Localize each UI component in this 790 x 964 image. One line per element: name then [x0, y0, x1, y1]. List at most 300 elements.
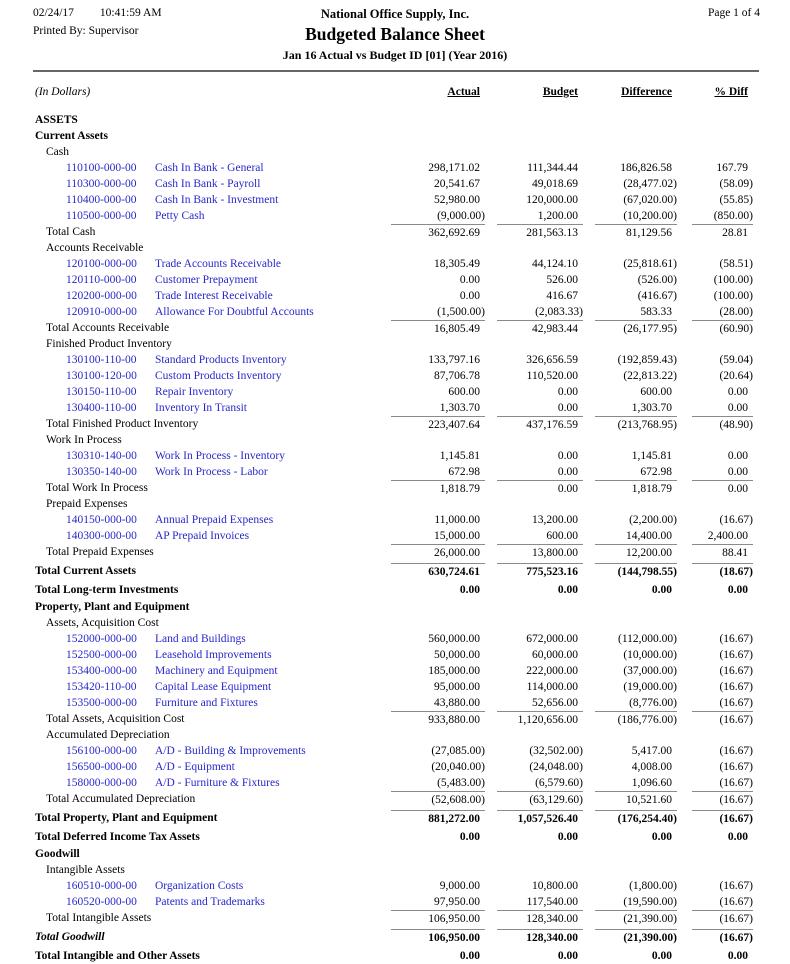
column-header-pct-diff: % Diff: [714, 86, 748, 98]
difference-value: 583.33: [640, 306, 672, 318]
account-row: [0, 695, 790, 711]
budget-value: (32,502.00): [529, 745, 583, 757]
actual-value: 0.00: [459, 274, 480, 286]
budget-value: 0.00: [557, 450, 578, 462]
difference-value: (176,254.40): [595, 810, 677, 826]
budget-value: 416.67: [546, 290, 578, 302]
budget-value: 13,800.00: [497, 544, 583, 560]
section-header-row: [0, 727, 790, 743]
budget-value: 526.00: [546, 274, 578, 286]
actual-value: 43,880.00: [434, 697, 480, 709]
total-row: [0, 791, 790, 807]
difference-value: 0.00: [651, 950, 672, 962]
budget-value: 0.00: [557, 466, 578, 478]
pct-diff-value: (16.67): [692, 929, 753, 945]
budget-value: 10,800.00: [532, 880, 578, 892]
actual-value: 11,000.00: [434, 514, 480, 526]
actual-value: 0.00: [459, 584, 480, 596]
print-info: [33, 7, 162, 37]
pct-diff-value: (16.67): [719, 665, 753, 677]
account-code-link[interactable]: 140150-000-00: [66, 514, 137, 526]
row-label: Total Prepaid Expenses: [46, 546, 154, 558]
actual-value: 672.98: [448, 466, 480, 478]
pct-diff-value: (28.00): [719, 306, 753, 318]
account-code-link[interactable]: 130100-120-00: [66, 370, 137, 382]
difference-value: (21,390.00): [595, 910, 677, 926]
account-description-link[interactable]: Organization Costs: [155, 880, 244, 892]
budget-value: 1,200.00: [537, 210, 578, 222]
difference-value: 1,818.79: [595, 480, 677, 496]
difference-value: (10,200.00): [623, 210, 677, 222]
row-label: Total Assets, Acquisition Cost: [46, 713, 185, 725]
account-code-link[interactable]: 130150-110-00: [66, 386, 137, 398]
actual-value: 18,305.49: [434, 258, 480, 270]
difference-value: 12,200.00: [595, 544, 677, 560]
account-description-link[interactable]: A/D - Equipment: [155, 761, 235, 773]
account-row: [0, 512, 790, 528]
account-row: [0, 400, 790, 416]
row-label: Finished Product Inventory: [46, 338, 172, 350]
account-code-link[interactable]: 110100-000-00: [66, 162, 137, 174]
account-code-link[interactable]: 130100-110-00: [66, 354, 137, 366]
pct-diff-value: (16.67): [719, 777, 753, 789]
section-header-row: [0, 599, 790, 615]
account-row: [0, 759, 790, 775]
account-description-link[interactable]: Machinery and Equipment: [155, 665, 278, 677]
actual-value: 1,145.81: [439, 450, 480, 462]
actual-value: 106,950.00: [391, 910, 485, 926]
actual-value: 600.00: [448, 386, 480, 398]
pct-diff-value: 0.00: [727, 386, 748, 398]
row-label: Cash: [46, 146, 69, 158]
row-label: Total Deferred Income Tax Assets: [35, 831, 200, 843]
difference-value: 10,521.60: [595, 791, 677, 807]
actual-value: 1,818.79: [391, 480, 485, 496]
account-description-link[interactable]: AP Prepaid Invoices: [155, 530, 250, 542]
pct-diff-value: 0.00: [727, 831, 748, 843]
actual-value: (5,483.00): [437, 777, 485, 789]
actual-value: 560,000.00: [428, 633, 480, 645]
difference-value: (37,000.00): [623, 665, 677, 677]
row-label: Accumulated Depreciation: [46, 729, 170, 741]
budget-value: 775,523.16: [497, 563, 583, 579]
printed-by: Printed By: Supervisor: [33, 25, 139, 37]
pct-diff-value: (100.00): [713, 290, 753, 302]
header-rule: [33, 70, 759, 72]
account-description-link[interactable]: Petty Cash: [155, 210, 205, 222]
actual-value: 52,980.00: [434, 194, 480, 206]
report-time: 10:41:59 AM: [99, 7, 162, 19]
account-code-link[interactable]: 153420-110-00: [66, 681, 137, 693]
account-row: [0, 160, 790, 176]
account-description-link[interactable]: Trade Accounts Receivable: [155, 258, 282, 270]
pct-diff-value: 0.00: [692, 480, 753, 496]
account-code-link[interactable]: 120910-000-00: [66, 306, 137, 318]
actual-value: 26,000.00: [391, 544, 485, 560]
actual-value: (9,000.00): [437, 210, 485, 222]
pct-diff-value: 0.00: [727, 950, 748, 962]
report-subtitle: Jan 16 Actual vs Budget ID [01] (Year 2016): [282, 48, 508, 62]
actual-value: 9,000.00: [439, 880, 480, 892]
pct-diff-value: (16.67): [692, 910, 753, 926]
row-label: Current Assets: [35, 130, 108, 142]
actual-value: 185,000.00: [428, 665, 480, 677]
actual-value: 87,706.78: [434, 370, 480, 382]
section-header-row: [0, 496, 790, 512]
section-header-row: [0, 128, 790, 144]
total-row: [0, 910, 790, 926]
row-label: Property, Plant and Equipment: [35, 601, 190, 613]
row-label: Total Current Assets: [35, 565, 136, 577]
total-row: [0, 948, 790, 964]
account-description-link[interactable]: Leasehold Improvements: [155, 649, 272, 661]
actual-value: 97,950.00: [434, 896, 480, 908]
account-code-link[interactable]: 140300-000-00: [66, 530, 137, 542]
difference-value: (67,020.00): [623, 194, 677, 206]
budget-value: 1,120,656.00: [497, 711, 583, 727]
budget-value: 1,057,526.40: [497, 810, 583, 826]
actual-value: (1,500.00): [437, 306, 485, 318]
pct-diff-value: (16.67): [719, 745, 753, 757]
total-row: [0, 224, 790, 240]
account-code-link[interactable]: 156100-000-00: [66, 745, 137, 757]
account-description-link[interactable]: Capital Lease Equipment: [155, 681, 272, 693]
row-label: Accounts Receivable: [46, 242, 144, 254]
budget-value: 326,656.59: [526, 354, 578, 366]
total-row: [0, 320, 790, 336]
report-title: Budgeted Balance Sheet: [305, 24, 485, 44]
report-body: [0, 112, 790, 964]
account-row: [0, 208, 790, 224]
account-description-link[interactable]: Cash In Bank - Payroll: [155, 178, 261, 190]
account-description-link[interactable]: Allowance For Doubtful Accounts: [155, 306, 314, 318]
account-description-link[interactable]: Custom Products Inventory: [155, 370, 282, 382]
actual-value: 630,724.61: [391, 563, 485, 579]
difference-value: (192,859.43): [617, 354, 677, 366]
section-header-row: [0, 144, 790, 160]
budget-value: 281,563.13: [497, 224, 583, 240]
row-label: Goodwill: [35, 848, 80, 860]
account-description-link[interactable]: Trade Interest Receivable: [155, 290, 273, 302]
pct-diff-value: 0.00: [727, 402, 748, 414]
difference-value: (25,818.61): [623, 258, 677, 270]
account-description-link[interactable]: A/D - Building & Improvements: [155, 745, 306, 757]
difference-value: (213,768.95): [595, 416, 677, 432]
row-label: Total Intangible and Other Assets: [35, 950, 200, 962]
row-label: Total Accounts Receivable: [46, 322, 170, 334]
budget-value: 0.00: [497, 480, 583, 496]
row-label: Total Property, Plant and Equipment: [35, 812, 218, 824]
account-code-link[interactable]: 110400-000-00: [66, 194, 137, 206]
difference-value: (28,477.02): [623, 178, 677, 190]
account-row: [0, 663, 790, 679]
difference-value: 0.00: [651, 584, 672, 596]
row-label: Total Long-term Investments: [35, 584, 179, 596]
difference-value: (2,200.00): [629, 514, 677, 526]
difference-value: (416.67): [637, 290, 677, 302]
actual-value: 362,692.69: [391, 224, 485, 240]
pct-diff-value: (58.51): [719, 258, 753, 270]
pct-diff-value: (16.67): [719, 761, 753, 773]
row-label: ASSETS: [35, 114, 78, 126]
account-code-link[interactable]: 120200-000-00: [66, 290, 137, 302]
difference-value: 81,129.56: [595, 224, 677, 240]
account-code-link[interactable]: 110300-000-00: [66, 178, 137, 190]
budget-value: (6,579.60): [535, 777, 583, 789]
account-code-link[interactable]: 130310-140-00: [66, 450, 137, 462]
budget-value: 222,000.00: [526, 665, 578, 677]
account-row: [0, 304, 790, 320]
difference-value: (19,000.00): [623, 681, 677, 693]
total-row: [0, 582, 790, 598]
row-label: Total Work In Process: [46, 482, 148, 494]
account-description-link[interactable]: Cash In Bank - Investment: [155, 194, 279, 206]
actual-value: 223,407.64: [391, 416, 485, 432]
actual-value: 16,805.49: [391, 320, 485, 336]
account-row: [0, 528, 790, 544]
difference-value: 4,008.00: [631, 761, 672, 773]
difference-value: (19,590.00): [623, 896, 677, 908]
column-header-budget: Budget: [542, 86, 578, 98]
section-header-row: [0, 432, 790, 448]
row-label: Total Accumulated Depreciation: [46, 793, 196, 805]
pct-diff-value: (18.67): [692, 563, 753, 579]
pct-diff-value: (55.85): [719, 194, 753, 206]
section-header-row: [0, 336, 790, 352]
units-label: (In Dollars): [35, 86, 91, 98]
account-code-link[interactable]: 130400-110-00: [66, 402, 137, 414]
account-row: [0, 878, 790, 894]
actual-value: (20,040.00): [431, 761, 485, 773]
account-description-link[interactable]: Work In Process - Inventory: [155, 450, 286, 462]
pct-diff-value: (16.67): [719, 514, 753, 526]
difference-value: (112,000.00): [618, 633, 677, 645]
pct-diff-value: (16.67): [692, 810, 753, 826]
row-label: Intangible Assets: [46, 864, 125, 876]
row-label: Total Finished Product Inventory: [46, 418, 199, 430]
pct-diff-value: 0.00: [727, 584, 748, 596]
budget-value: 0.00: [557, 831, 578, 843]
difference-value: (1,800.00): [629, 880, 677, 892]
account-code-link[interactable]: 153400-000-00: [66, 665, 137, 677]
difference-value: (186,776.00): [595, 711, 677, 727]
budget-value: 114,000.00: [526, 681, 578, 693]
account-description-link[interactable]: Cash In Bank - General: [155, 162, 264, 174]
account-row: [0, 464, 790, 480]
row-label: Total Goodwill: [35, 931, 105, 943]
actual-value: 0.00: [459, 831, 480, 843]
budget-value: (63,129.60): [497, 791, 583, 807]
pct-diff-value: 2,400.00: [707, 530, 748, 542]
actual-value: 881,272.00: [391, 810, 485, 826]
budget-value: 49,018.69: [532, 178, 578, 190]
report-date: 02/24/17: [33, 7, 74, 19]
actual-value: 50,000.00: [434, 649, 480, 661]
budget-value: 0.00: [557, 386, 578, 398]
account-code-link[interactable]: 152500-000-00: [66, 649, 137, 661]
account-row: [0, 272, 790, 288]
section-header-row: [0, 112, 790, 128]
pct-diff-value: (16.67): [719, 896, 753, 908]
section-header-row: [0, 615, 790, 631]
account-row: [0, 448, 790, 464]
account-row: [0, 368, 790, 384]
difference-value: 1,096.60: [631, 777, 672, 789]
pct-diff-value: (100.00): [713, 274, 753, 286]
difference-value: 5,417.00: [631, 745, 672, 757]
actual-value: 15,000.00: [434, 530, 480, 542]
budget-value: 0.00: [557, 950, 578, 962]
pct-diff-value: (16.67): [719, 880, 753, 892]
difference-value: (526.00): [637, 274, 677, 286]
account-description-link[interactable]: A/D - Furniture & Fixtures: [155, 777, 280, 789]
section-header-row: [0, 240, 790, 256]
budget-value: 111,344.44: [527, 162, 578, 174]
actual-value: (27,085.00): [431, 745, 485, 757]
account-description-link[interactable]: Furniture and Fixtures: [155, 697, 258, 709]
total-row: [0, 416, 790, 432]
budget-value: 60,000.00: [532, 649, 578, 661]
pct-diff-value: (20.64): [719, 370, 753, 382]
pct-diff-value: (58.09): [719, 178, 753, 190]
budget-value: 42,983.44: [497, 320, 583, 336]
budget-value: 0.00: [557, 402, 578, 414]
difference-value: (10,000.00): [623, 649, 677, 661]
pct-diff-value: (850.00): [713, 210, 753, 222]
budget-value: (24,048.00): [529, 761, 583, 773]
pct-diff-value: (60.90): [692, 320, 753, 336]
pct-diff-value: (16.67): [719, 649, 753, 661]
account-row: [0, 192, 790, 208]
account-code-link[interactable]: 160520-000-00: [66, 896, 137, 908]
company-name: National Office Supply, Inc.: [320, 7, 470, 21]
budget-value: 44,124.10: [532, 258, 578, 270]
pct-diff-value: 88.41: [692, 544, 753, 560]
account-row: [0, 679, 790, 695]
page-indicator: Page 1 of 4: [707, 7, 760, 19]
account-row: [0, 176, 790, 192]
difference-value: 1,145.81: [631, 450, 672, 462]
row-label: Assets, Acquisition Cost: [46, 617, 159, 629]
account-code-link[interactable]: 152000-000-00: [66, 633, 137, 645]
report-header: [0, 0, 790, 63]
budget-value: 120,000.00: [526, 194, 578, 206]
difference-value: 672.98: [640, 466, 672, 478]
account-description-link[interactable]: Repair Inventory: [155, 386, 234, 398]
account-code-link[interactable]: 158000-000-00: [66, 777, 137, 789]
total-row: [0, 563, 790, 579]
actual-value: 0.00: [459, 290, 480, 302]
account-description-link[interactable]: Patents and Trademarks: [155, 896, 265, 908]
pct-diff-value: (16.67): [719, 633, 753, 645]
account-row: [0, 352, 790, 368]
account-row: [0, 256, 790, 272]
actual-value: 133,797.16: [428, 354, 480, 366]
budget-value: 437,176.59: [497, 416, 583, 432]
account-row: [0, 743, 790, 759]
pct-diff-value: 0.00: [727, 466, 748, 478]
actual-value: 298,171.02: [428, 162, 480, 174]
difference-value: 0.00: [651, 831, 672, 843]
budget-value: 52,656.00: [532, 697, 578, 709]
difference-value: (26,177.95): [595, 320, 677, 336]
column-header-actual: Actual: [447, 86, 480, 98]
actual-value: 95,000.00: [434, 681, 480, 693]
total-row: [0, 810, 790, 826]
actual-value: 1,303.70: [439, 402, 480, 414]
row-label: Prepaid Expenses: [46, 498, 128, 510]
account-description-link[interactable]: Inventory In Transit: [155, 402, 247, 414]
total-row: [0, 480, 790, 496]
budget-value: 128,340.00: [497, 929, 583, 945]
account-description-link[interactable]: Work In Process - Labor: [155, 466, 268, 478]
difference-value: (8,776.00): [629, 697, 677, 709]
row-label: Work In Process: [46, 434, 122, 446]
account-code-link[interactable]: 156500-000-00: [66, 761, 137, 773]
account-row: [0, 288, 790, 304]
budget-value: 117,540.00: [526, 896, 578, 908]
budget-value: 672,000.00: [526, 633, 578, 645]
account-code-link[interactable]: 153500-000-00: [66, 697, 137, 709]
account-description-link[interactable]: Annual Prepaid Expenses: [155, 514, 274, 526]
budget-value: 13,200.00: [532, 514, 578, 526]
pct-diff-value: 28.81: [692, 224, 753, 240]
section-header-row: [0, 862, 790, 878]
column-header-difference: Difference: [621, 86, 672, 98]
pct-diff-value: 167.79: [716, 162, 748, 174]
column-header-row: [0, 84, 790, 100]
total-row: [0, 711, 790, 727]
section-header-row: [0, 846, 790, 862]
account-description-link[interactable]: Land and Buildings: [155, 633, 246, 645]
budget-value: (2,083.33): [535, 306, 583, 318]
actual-value: 0.00: [459, 950, 480, 962]
actual-value: (52,608.00): [391, 791, 485, 807]
account-code-link[interactable]: 110500-000-00: [66, 210, 137, 222]
difference-value: 14,400.00: [626, 530, 672, 542]
account-code-link[interactable]: 120100-000-00: [66, 258, 137, 270]
pct-diff-value: (16.67): [692, 791, 753, 807]
pct-diff-value: (16.67): [692, 711, 753, 727]
account-row: [0, 384, 790, 400]
account-row: [0, 894, 790, 910]
row-label: Total Cash: [46, 226, 96, 238]
budget-value: 0.00: [557, 584, 578, 596]
difference-value: (144,798.55): [595, 563, 677, 579]
budget-value: 600.00: [546, 530, 578, 542]
actual-value: 20,541.67: [434, 178, 480, 190]
difference-value: 186,826.58: [620, 162, 672, 174]
account-code-link[interactable]: 120110-000-00: [66, 274, 137, 286]
total-row: [0, 829, 790, 845]
pct-diff-value: (16.67): [719, 681, 753, 693]
account-row: [0, 631, 790, 647]
account-row: [0, 775, 790, 791]
account-code-link[interactable]: 130350-140-00: [66, 466, 137, 478]
actual-value: 933,880.00: [391, 711, 485, 727]
difference-value: 1,303.70: [631, 402, 672, 414]
account-code-link[interactable]: 160510-000-00: [66, 880, 137, 892]
budget-value: 110,520.00: [526, 370, 578, 382]
budget-value: 128,340.00: [497, 910, 583, 926]
account-description-link[interactable]: Customer Prepayment: [155, 274, 258, 286]
pct-diff-value: (59.04): [719, 354, 753, 366]
account-description-link[interactable]: Standard Products Inventory: [155, 354, 287, 366]
pct-diff-value: (48.90): [692, 416, 753, 432]
difference-value: (21,390.00): [595, 929, 677, 945]
pct-diff-value: (16.67): [719, 697, 753, 709]
difference-value: 600.00: [640, 386, 672, 398]
